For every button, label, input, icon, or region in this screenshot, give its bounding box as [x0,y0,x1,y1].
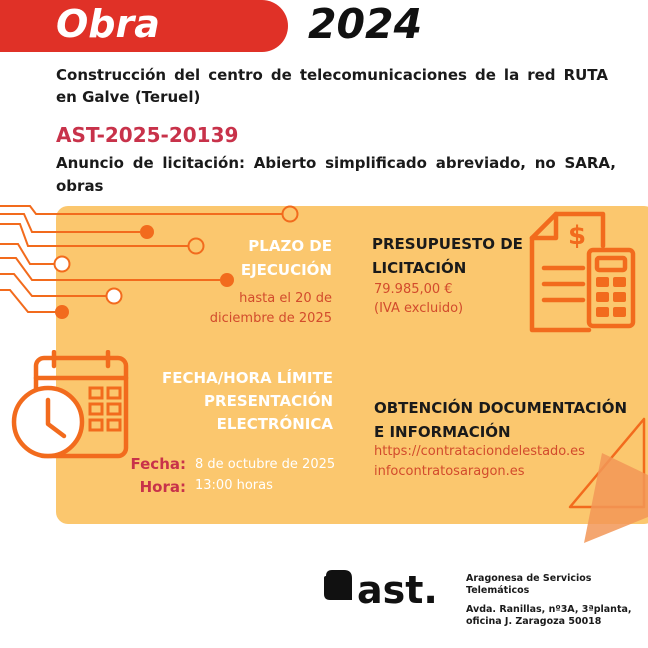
presupuesto-amount: 79.985,00 € [374,282,453,297]
calendar-clock-icon [10,350,135,465]
ast-logo [322,566,450,610]
hora-label: Hora: [139,478,186,496]
expedient-code: AST-2025-20139 [56,123,239,147]
presupuesto-title-line: PRESUPUESTO DE [372,235,523,253]
fecha-limite-title [150,367,333,436]
presupuesto-title [372,232,542,280]
announcement-type: Anuncio de licitación: Abierto simplificado abreviado, no SARA, obras [56,154,616,195]
plazo-value [180,289,332,329]
plazo-value-line: hasta el 20 de [239,291,332,306]
year-label: 2024 [308,0,423,48]
hora-value: 13:00 horas [195,478,273,493]
presupuesto-title-line: LICITACIÓN [372,259,467,277]
plazo-title-line: PLAZO DE [248,237,332,255]
obtencion-links [374,442,585,482]
presupuesto-value [374,280,463,318]
address-line: Avda. Ranillas, nº3A, 3ªplanta, [466,604,632,615]
logo-text: ast. [357,568,438,610]
page-title: Construcción del centro de telecomunicaciones de la red RUTA en Galve (Teruel) [56,66,608,106]
fecha-hora-labels [120,453,186,499]
fecha-value: 8 de octubre de 2025 [195,457,336,472]
plazo-title [180,234,332,282]
fecha-hora-values [195,454,335,496]
obtencion-title-line: OBTENCIÓN DOCUMENTACIÓN [374,399,628,417]
fecha-limite-title-line: PRESENTACIÓN [204,392,333,410]
fecha-limite-title-line: ELECTRÓNICA [216,415,333,433]
presupuesto-note: (IVA excluido) [374,301,464,316]
org-name-line: Aragonesa de Servicios [466,573,592,584]
invoice-calculator-icon [527,210,637,336]
fecha-label: Fecha: [130,455,186,473]
svg-text:$: $ [567,221,587,251]
fecha-limite-title-line: FECHA/HORA LÍMITE [162,369,333,387]
contract-type: Obra [56,2,160,46]
contratacion-link[interactable]: https://contrataciondelestado.es [374,444,585,459]
obtencion-title [374,396,644,444]
address-line: oficina J. Zaragoza 50018 [466,616,602,627]
plazo-title-line: EJECUCIÓN [240,261,332,279]
plazo-value-line: diciembre de 2025 [209,311,332,326]
footer-address [466,573,641,628]
infocontratos-link[interactable]: infocontratosaragon.es [374,464,525,479]
obtencion-title-line: E INFORMACIÓN [374,423,511,441]
org-name-line: Telemáticos [466,585,530,596]
